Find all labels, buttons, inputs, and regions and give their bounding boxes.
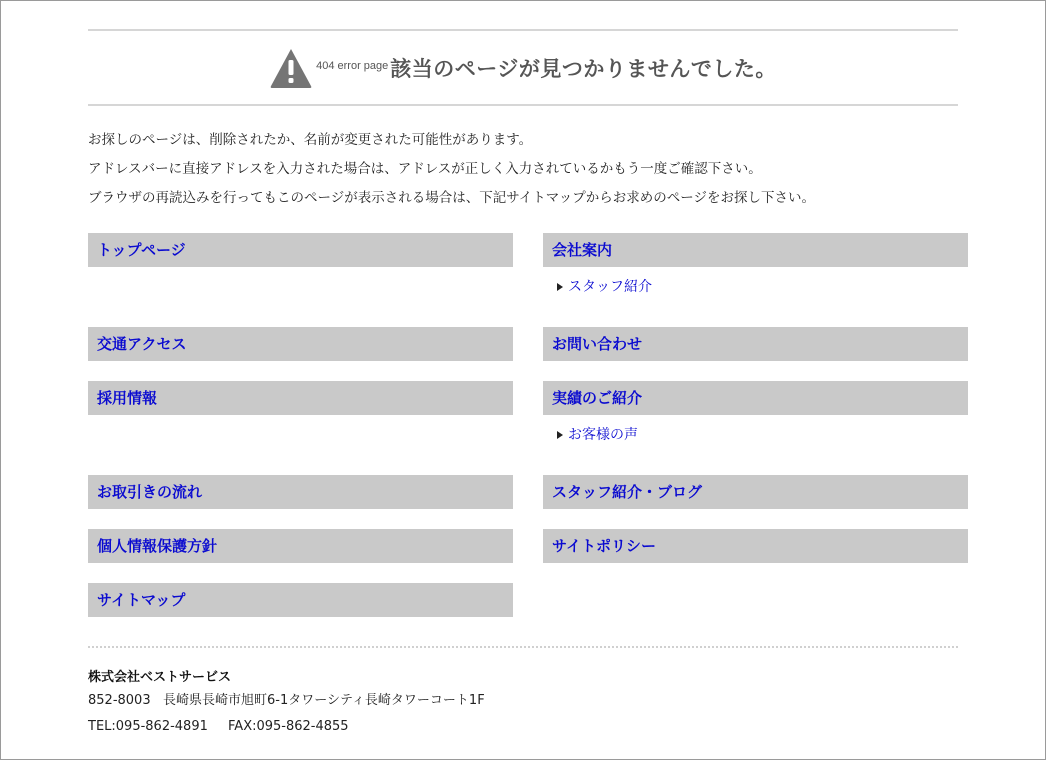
bullet-arrow-icon — [557, 283, 563, 291]
sitemap-sublink-staff[interactable] — [557, 277, 652, 297]
sitemap-link-contact[interactable]: お問い合わせ — [543, 327, 968, 361]
sitemap-sublink-voice[interactable] — [557, 425, 638, 445]
intro-line: お探しのページは、削除されたか、名前が変更された可能性があります。 — [88, 132, 533, 148]
sitemap-link-top[interactable]: トップページ — [88, 233, 513, 267]
sitemap-link-site-policy[interactable]: サイトポリシー — [543, 529, 968, 563]
sitemap-link-staff-blog[interactable]: スタッフ紹介・ブログ — [543, 475, 968, 509]
sitemap-link-sitemap[interactable]: サイトマップ — [88, 583, 513, 617]
bullet-arrow-icon — [557, 431, 563, 439]
footer-contact — [88, 719, 349, 734]
error-header — [88, 31, 958, 104]
footer-tel: TEL:095-862-4891 — [88, 719, 208, 734]
sublink-label: スタッフ紹介 — [568, 279, 652, 295]
warning-icon — [269, 46, 313, 90]
footer-company-name: 株式会社ベストサービス — [88, 670, 232, 685]
intro-line: アドレスバーに直接アドレスを入力された場合は、アドレスが正しく入力されているかもう一度ご確認下さい。 — [88, 161, 762, 177]
sitemap-link-flow[interactable]: お取引きの流れ — [88, 475, 513, 509]
sitemap-link-company[interactable]: 会社案内 — [543, 233, 968, 267]
sitemap-link-access[interactable]: 交通アクセス — [88, 327, 513, 361]
footer-fax: FAX:095-862-4855 — [228, 719, 349, 734]
sitemap-link-recruit[interactable]: 採用情報 — [88, 381, 513, 415]
header-divider — [88, 104, 958, 106]
footer-postal-code: 852-8003 — [88, 693, 151, 708]
page-title: 該当のページが見つかりませんでした。 — [390, 56, 777, 81]
sitemap-link-privacy[interactable]: 個人情報保護方針 — [88, 529, 513, 563]
footer-address — [88, 689, 485, 708]
error-code-label: 404 error page — [316, 59, 389, 72]
sublink-label: お客様の声 — [568, 427, 638, 443]
footer-address-text: 長崎県長崎市旭町6-1タワーシティ長崎タワーコート1F — [163, 693, 485, 708]
footer-divider — [88, 646, 958, 648]
intro-text — [88, 126, 968, 213]
sitemap-link-works[interactable]: 実績のご紹介 — [543, 381, 968, 415]
intro-line: ブラウザの再読込みを行ってもこのページが表示される場合は、下記サイトマップからお求めのページをお探し下さい。 — [88, 190, 815, 206]
